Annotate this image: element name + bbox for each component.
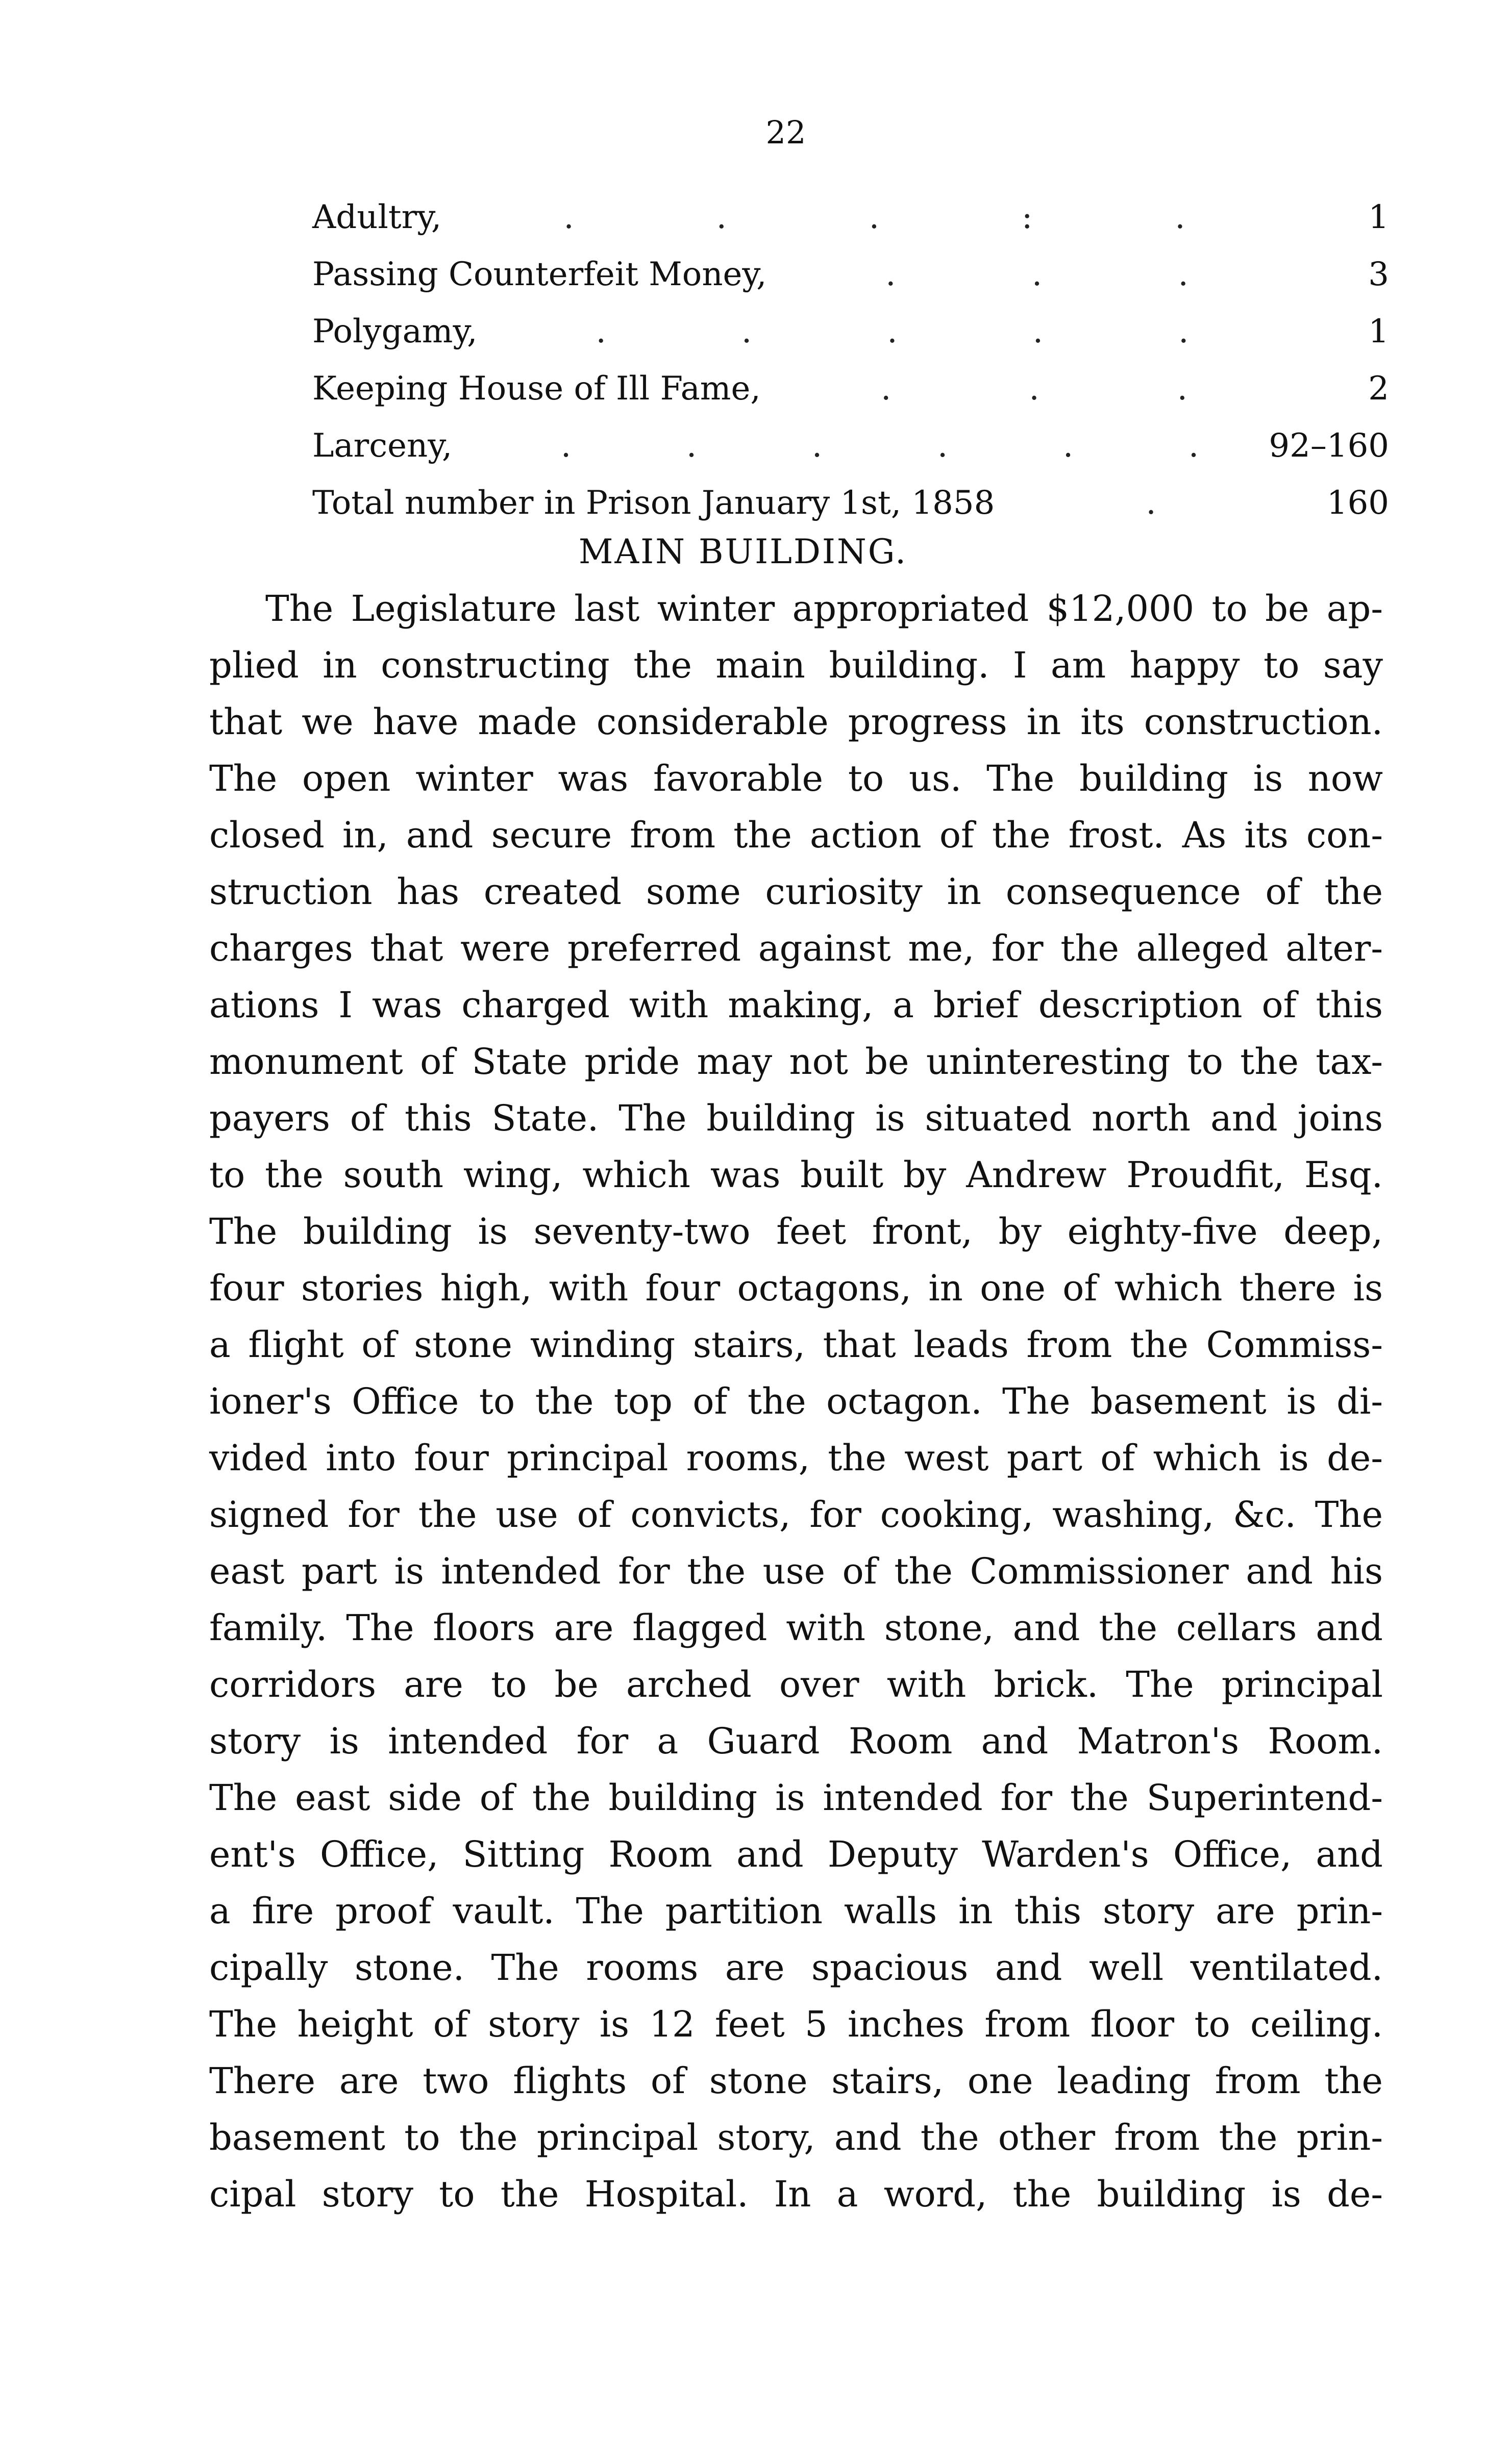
stat-value: 1 <box>1368 313 1389 350</box>
text-line: east part is intended for the use of the Commissioner and his <box>209 1550 1383 1592</box>
text-line: There are two flights of stone stairs, one leading from the <box>209 2060 1383 2102</box>
text-line: cipal story to the Hospital. In a word, the building is de- <box>209 2173 1383 2215</box>
text-line: charges that were preferred against me, for the alleged alter- <box>209 927 1383 969</box>
stat-value: 2 <box>1368 370 1389 408</box>
body-paragraph <box>209 581 1383 2223</box>
stat-row-total <box>312 474 1389 532</box>
text-line: four stories high, with four octagons, in one of which there is <box>209 1267 1383 1309</box>
text-line: The Legislature last winter appropriated $12,000 to be ap- <box>265 588 1383 630</box>
stat-row-adultry <box>312 189 1389 246</box>
crime-statistics-list <box>312 189 1389 532</box>
text-line: signed for the use of convicts, for cooking, washing, &c. The <box>209 1494 1383 1536</box>
text-line: ations I was charged with making, a brief description of this <box>209 984 1383 1026</box>
text-line: a fire proof vault. The partition walls in this story are prin- <box>209 1890 1383 1932</box>
stat-label: Polygamy, <box>312 313 478 350</box>
stat-value: 3 <box>1368 256 1389 293</box>
text-line: story is intended for a Guard Room and Matron's Room. <box>209 1720 1383 1762</box>
page-number: 22 <box>765 114 806 151</box>
stat-row-polygamy <box>312 303 1389 360</box>
leader-dots: . . . . . <box>596 313 1189 350</box>
text-line: ioner's Office to the top of the octagon. The basement is di- <box>209 1380 1383 1422</box>
text-line: cipally stone. The rooms are spacious and well ventilated. <box>209 1947 1383 1989</box>
text-line: payers of this State. The building is situated north and joins <box>209 1097 1383 1139</box>
stat-label: Larceny, <box>312 427 453 465</box>
text-line: monument of State pride may not be uninteresting to the tax- <box>209 1041 1383 1083</box>
stat-label: Adultry, <box>312 198 442 236</box>
stat-row-counterfeit <box>312 246 1389 303</box>
leader-dots: . <box>1146 484 1156 522</box>
text-line: to the south wing, which was built by Andrew Proudfit, Esq. <box>209 1154 1383 1196</box>
text-line: a flight of stone winding stairs, that leads from the Commiss- <box>209 1324 1383 1366</box>
section-heading: MAIN BUILDING. <box>578 532 908 571</box>
stat-label: Keeping House of Ill Fame, <box>312 370 761 408</box>
leader-dots: . . . <box>885 256 1188 293</box>
text-line: struction has created some curiosity in consequence of the <box>209 871 1383 913</box>
stat-label: Passing Counterfeit Money, <box>312 256 767 293</box>
stat-value: 92–160 <box>1269 427 1389 465</box>
text-line: The open winter was favorable to us. The building is now <box>209 758 1383 799</box>
text-line: ent's Office, Sitting Room and Deputy Warden's Office, and <box>209 1833 1383 1875</box>
text-line: The height of story is 12 feet 5 inches from floor to ceiling. <box>209 2003 1383 2045</box>
text-line: vided into four principal rooms, the west part of which is de- <box>209 1437 1383 1479</box>
stat-value: 160 <box>1326 484 1389 522</box>
text-line: that we have made considerable progress in its construction. <box>209 701 1383 743</box>
stat-row-ill-fame <box>312 360 1389 417</box>
leader-dots: . . . : . <box>563 198 1185 236</box>
leader-dots: . . . <box>880 370 1187 408</box>
text-line: The building is seventy-two feet front, by eighty-five deep, <box>209 1211 1383 1252</box>
text-line: corridors are to be arched over with brick. The principal <box>209 1664 1383 1705</box>
text-line: The east side of the building is intended for the Superintend- <box>209 1777 1383 1819</box>
stat-value: 1 <box>1368 198 1389 236</box>
stat-row-larceny <box>312 417 1389 474</box>
stat-label: Total number in Prison January 1st, 1858 <box>312 484 995 522</box>
text-line: plied in constructing the main building. I am happy to say <box>209 644 1383 686</box>
leader-dots: . . . . . . <box>560 427 1199 465</box>
text-line: closed in, and secure from the action of the frost. As its con- <box>209 814 1383 856</box>
text-line: family. The floors are flagged with stone, and the cellars and <box>209 1607 1383 1649</box>
text-line: basement to the principal story, and the other from the prin- <box>209 2117 1383 2158</box>
